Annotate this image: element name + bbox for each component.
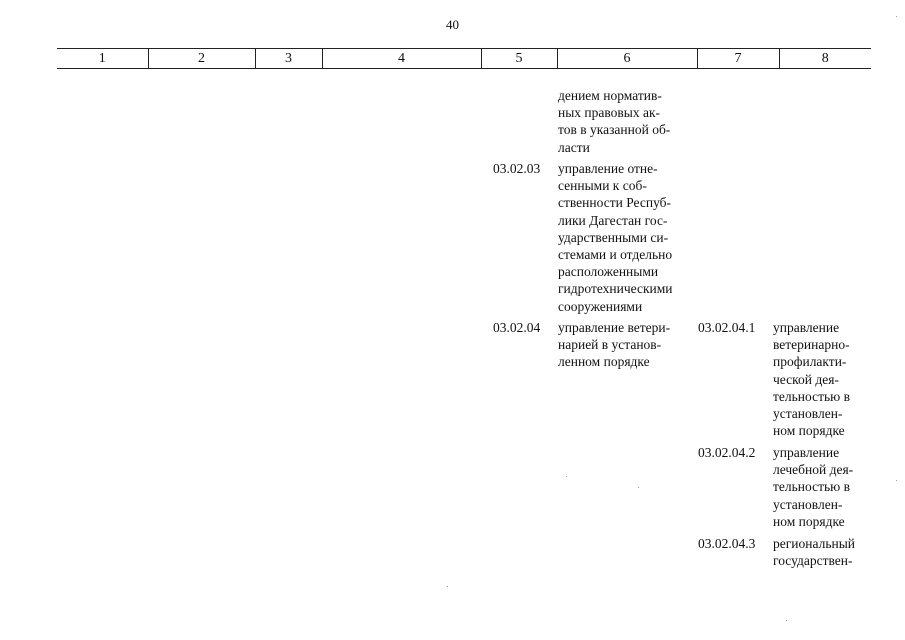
subrow-1-code: 03.02.04.1	[698, 320, 756, 335]
scan-speck	[786, 620, 787, 621]
scan-speck	[638, 487, 639, 488]
column-header-8: 8	[779, 49, 871, 69]
subrow-1-description: управление ветеринарно- профилакти- ческой дея- тельностью в установлен- ном порядке	[773, 320, 850, 439]
column-header-6: 6	[557, 49, 697, 69]
column-header-5: 5	[481, 49, 557, 69]
subrow-2-description: управление лечебной дея- тельностью в установлен- ном порядке	[773, 445, 854, 529]
column-header-row	[57, 49, 871, 69]
column-header-3: 3	[255, 49, 322, 69]
subrow-2-code: 03.02.04.2	[698, 445, 756, 460]
row-1-code: 03.02.03	[493, 161, 541, 176]
row-0-description: дением норматив- ных правовых ак- тов в указанной об- ласти	[558, 88, 671, 155]
column-header-1: 1	[57, 49, 148, 69]
scan-speck	[566, 476, 567, 477]
scan-speck	[896, 480, 897, 481]
scan-speck	[447, 586, 448, 587]
column-header-2: 2	[148, 49, 255, 69]
row-1-description: управление отне- сенными к соб- ственности Респуб- лики Дагестан гос- ударственными си- стемами и отдельно расположенными гидротехническими сооружениями	[558, 161, 673, 314]
column-header-table	[57, 48, 871, 69]
scan-speck	[896, 16, 897, 17]
page-number: 40	[446, 17, 459, 32]
column-header-4: 4	[322, 49, 481, 69]
row-2-description: управление ветери- нарией в установ- ленном порядке	[558, 320, 671, 370]
column-header-7: 7	[697, 49, 779, 69]
subrow-3-description: региональный государствен-	[773, 536, 856, 569]
subrow-3-code: 03.02.04.3	[698, 536, 756, 551]
row-2-code: 03.02.04	[493, 320, 541, 335]
